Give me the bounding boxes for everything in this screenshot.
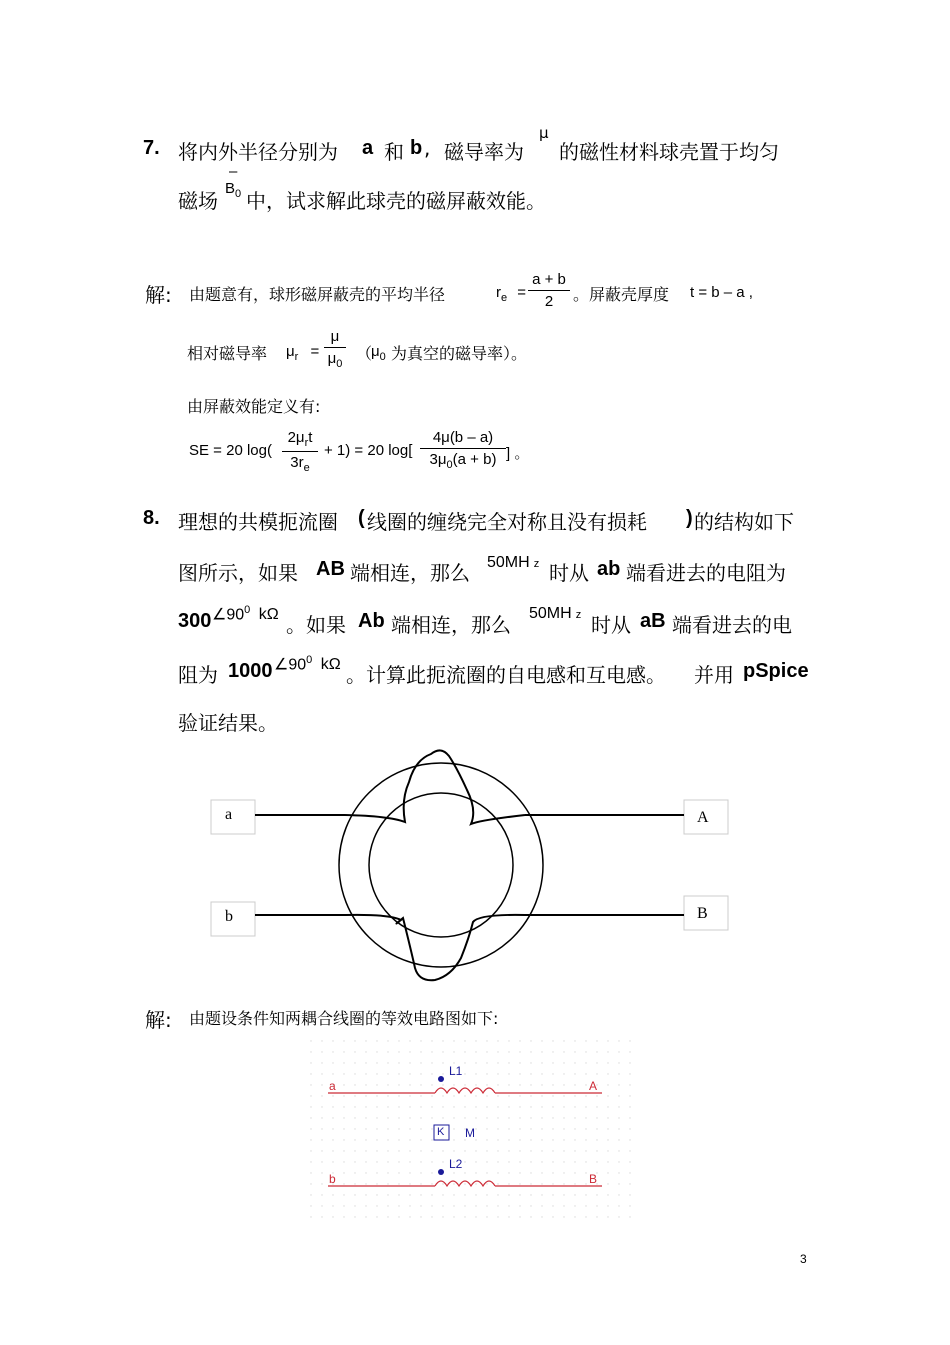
solution-text: 由屏蔽效能定义有: <box>187 397 321 416</box>
q8-text: ( <box>358 507 365 529</box>
re-symbol: $r_e$ = <box>496 284 527 304</box>
q8-text: 图所示，如果 <box>178 561 298 585</box>
q8-text: 线圈的缠绕完全对称且没有损耗 <box>367 510 647 534</box>
vector-bar: – <box>229 163 238 180</box>
term-Ab: Ab <box>358 610 385 632</box>
t-expression: t = b – a , <box>690 284 753 301</box>
q8-text: 端相连，那么 <box>350 561 470 585</box>
q7-text: 中，试求解此球壳的磁屏蔽效能。 <box>246 189 546 213</box>
value-1000: 1000 <box>228 660 273 682</box>
q8-text: 并用 <box>694 663 734 687</box>
b0-symbol: $B_0$ <box>225 180 242 200</box>
q8-text: 。如果 <box>286 613 346 637</box>
angle: $\angle 90^0$ kΩ <box>274 654 341 674</box>
q7-text: 的磁性材料球壳置于均匀 <box>559 140 779 164</box>
mu0-symbol: $\mu_0$ <box>371 343 386 363</box>
frequency: 50MH z <box>529 605 582 622</box>
mur-symbol: $\mu_r$ = <box>286 343 320 363</box>
circuit-node-a: a <box>329 1079 336 1093</box>
choke-diagram <box>205 740 735 990</box>
se-end: ] 。 <box>506 445 530 462</box>
coupling-M-label: M <box>465 1126 475 1140</box>
q8-text: 阻为 <box>178 663 218 687</box>
se-middle: + 1) = 20 log[ <box>324 442 413 459</box>
q7-text: 和 <box>384 140 404 164</box>
question-number: 7. <box>143 137 160 159</box>
q8-text: 理想的共模扼流圈 <box>178 510 338 534</box>
q8-text: 端看进去的电阻为 <box>626 561 786 585</box>
q8-text: 端看进去的电 <box>672 613 792 637</box>
q7-text: 将内外半径分别为 <box>178 140 338 164</box>
circuit-node-A: A <box>589 1079 598 1093</box>
solution-text: 由题意有，球形磁屏蔽壳的平均半径 <box>189 285 446 304</box>
term-pspice: pSpice <box>743 660 809 682</box>
var-a: a <box>362 137 374 159</box>
se-fraction-1: $2\mu_rt$ $3r_e$ <box>282 429 318 474</box>
q8-text: 端相连，那么 <box>391 613 511 637</box>
se-lhs: SE = 20 log( <box>189 442 272 459</box>
page-number: 3 <box>800 1252 807 1266</box>
q7-text: , <box>424 136 431 160</box>
solution-label: 解: <box>145 1008 172 1032</box>
term-AB: AB <box>316 558 345 580</box>
q8-text: 时从 <box>549 561 589 585</box>
q8-text: ) <box>686 507 693 529</box>
equivalent-circuit <box>310 1040 640 1220</box>
q8-text: 。计算此扼流圈的自电感和互电感。 <box>346 663 666 687</box>
solution-label: 解: <box>145 283 172 307</box>
inductor-L2-label: L2 <box>449 1157 463 1171</box>
coupling-K-label: K <box>437 1126 445 1138</box>
q8-text: 的结构如下 <box>694 510 794 534</box>
mur-fraction: μ $\mu_0$ <box>324 328 346 370</box>
re-fraction: a + b 2 <box>528 271 570 310</box>
angle: $\angle 90^0$ kΩ <box>212 604 279 624</box>
solution-text: （ <box>356 344 373 363</box>
term-ab: ab <box>597 558 621 580</box>
solution-text: 。屏蔽壳厚度 <box>573 285 670 304</box>
inductor-L1-label: L1 <box>449 1064 463 1078</box>
value-300: 300 <box>178 610 212 632</box>
q7-text: 磁导率为 <box>444 140 524 164</box>
q7-text: 磁场 <box>178 189 218 213</box>
frequency: 50MH z <box>487 554 540 571</box>
terminal-a: a <box>225 806 233 823</box>
circuit-node-b: b <box>329 1172 336 1186</box>
term-aB: aB <box>640 610 666 632</box>
terminal-b: b <box>225 908 233 925</box>
solution-text: 由题设条件知两耦合线圈的等效电路图如下: <box>189 1009 499 1028</box>
q8-text: 验证结果。 <box>178 711 278 735</box>
mu-symbol: μ <box>539 124 549 142</box>
q8-text: 时从 <box>591 613 631 637</box>
circuit-node-B: B <box>589 1172 598 1186</box>
terminal-A: A <box>697 809 709 826</box>
solution-text: 相对磁导率 <box>187 344 268 363</box>
terminal-B: B <box>697 905 708 922</box>
question-number: 8. <box>143 507 160 529</box>
solution-text: 为真空的磁导率）。 <box>391 344 528 363</box>
se-fraction-2: 4μ(b – a) $3\mu_0(a + b)$ <box>420 429 506 471</box>
var-b: b <box>410 137 423 159</box>
